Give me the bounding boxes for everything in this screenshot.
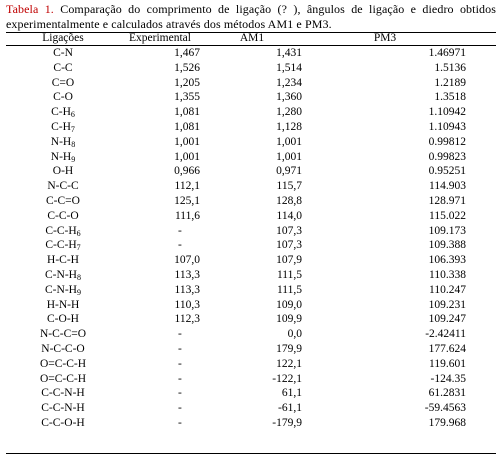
bond-atom-index: 9 [71,154,76,164]
am1-value: 1,280 [276,106,302,119]
bond-label: O=C-C-H [39,357,87,370]
bond-label: C-N-H [45,268,77,281]
bond-label: N-C-C [47,180,79,193]
bond-atom-index: 7 [70,124,75,134]
bond-cell [6,135,120,150]
am1-value: 109,0 [276,298,302,311]
bond-label: O-H [52,165,74,178]
pm3-value: 1.10943 [428,120,466,133]
table-row [6,372,496,387]
bond-atom-index: 6 [70,110,75,120]
bond-cell [6,401,120,416]
table-row [6,61,496,76]
am1-value: 1,128 [276,120,302,133]
bond-atom-index: 8 [71,139,76,149]
experimental-value: - [178,372,182,385]
bond-label: O=C-C-H [39,372,87,385]
experimental-value: 1,467 [174,47,200,59]
experimental-value: 1,001 [174,135,200,148]
table-row [6,342,496,357]
bond-cell [6,372,120,387]
pm3-value: 115.022 [429,209,466,222]
pm3-value: 109.173 [428,224,466,237]
table-row [6,298,496,313]
experimental-value: - [178,357,182,370]
table-row [6,120,496,135]
table-row [6,268,496,283]
table-row [6,224,496,239]
experimental-value: - [178,342,182,355]
am1-value: 61,1 [281,387,302,400]
bond-cell [6,238,120,253]
am1-value: 1,001 [276,135,302,148]
pm3-value: -59.4563 [424,402,466,415]
bond-cell [6,268,120,283]
table-bottom-rule [6,453,496,454]
experimental-value: 1,355 [174,91,200,104]
pm3-value: 0.99812 [428,135,466,148]
experimental-value: - [178,402,182,415]
am1-value: 1,514 [276,61,302,74]
pm3-value: 114.903 [429,180,466,193]
bond-cell [6,120,120,135]
bond-cell [6,253,120,268]
table-row [6,357,496,372]
pm3-value: 128.971 [428,194,466,207]
bond-cell [6,224,120,239]
am1-value: 0,0 [287,328,302,341]
experimental-value: 1,526 [174,61,200,74]
experimental-value: 125,1 [174,194,200,207]
am1-value: 1,360 [276,91,302,104]
experimental-value: 1,001 [174,150,200,163]
bond-cell [6,298,120,313]
table-row [6,179,496,194]
am1-value: 1,431 [276,47,302,59]
pm3-value: 1.10942 [428,106,466,119]
bond-label: N-C-C=O [39,328,87,341]
table-row [6,150,496,165]
am1-value: 107,9 [276,254,302,267]
experimental-value: - [178,224,182,237]
bond-label: C-C-O-H [41,416,85,429]
bond-atom-index: 7 [76,243,81,253]
pm3-value: 109.231 [428,298,466,311]
bond-cell [6,164,120,179]
bond-label: C-C-N-H [41,387,85,400]
bond-cell [6,416,120,431]
am1-value: 0,971 [276,165,302,178]
caption-text: Comparação do comprimento de ligação (? ), ângulos de ligação e diedro obtidos experimentalmente e calculados através dos métodos AM1 e PM3. [6,2,496,31]
pm3-value: 1.3518 [434,91,466,104]
bond-label: C-O-H [47,313,79,326]
header-experimental: Experimental [129,32,191,44]
table-row [6,105,496,120]
bond-label: H-N-H [46,298,80,311]
experimental-value: - [178,416,182,429]
pm3-value: 177.624 [428,342,466,355]
table-row [6,253,496,268]
bond-label: C-C-H [45,239,77,252]
bond-atom-index: 9 [76,287,81,297]
am1-value: -122,1 [272,372,302,385]
bond-cell [6,209,120,224]
experimental-value: 113,3 [174,268,200,281]
am1-value: 128,8 [276,194,302,207]
pm3-value: 119.601 [429,357,466,370]
table-row [6,283,496,298]
am1-value: 115,7 [276,180,302,193]
table-row [6,386,496,401]
pm3-value: 110.247 [429,283,466,296]
bond-cell [6,90,120,105]
am1-value: 1,234 [276,76,302,89]
am1-value: 122,1 [276,357,302,370]
pm3-value: 179.968 [428,416,466,429]
bond-cell [6,312,120,327]
bond-cell [6,357,120,372]
am1-value: 107,3 [276,239,302,252]
experimental-value: 110,3 [174,298,200,311]
bond-label: C-C-O [47,209,79,222]
bond-cell [6,76,120,91]
table-row [6,416,496,431]
caption-label: Tabela 1. [6,2,54,16]
table-caption [6,2,496,32]
bond-cell [6,105,120,120]
experimental-value: - [178,239,182,252]
bond-label: N-H [50,150,72,163]
bond-cell [6,179,120,194]
bond-label: C-H [51,106,71,119]
pm3-value: 0.99823 [428,150,466,163]
bond-label: N-H [50,135,72,148]
table-row [6,327,496,342]
pm3-value: 109.247 [428,313,466,326]
bond-label: C-H [51,120,71,133]
experimental-value: 107,0 [174,254,200,267]
header-pm3: PM3 [373,32,397,44]
bond-cell [6,61,120,76]
experimental-value: 1,205 [174,76,200,89]
bond-label: C-C [53,61,73,74]
pm3-value: 61.2831 [428,387,466,400]
experimental-value: 1,081 [174,106,200,119]
am1-value: -61,1 [278,402,302,415]
bond-cell [6,342,120,357]
bond-label: C-N-H [45,283,77,296]
am1-value: 107,3 [276,224,302,237]
bond-comparison-table [6,31,496,431]
bond-cell [6,283,120,298]
bond-cell [6,194,120,209]
header-am1: AM1 [239,32,265,44]
bond-atom-index: 6 [76,228,81,238]
header-ligacoes: Ligações [42,32,84,44]
bond-label: C-C-H [45,224,77,237]
am1-value: -179,9 [272,416,302,429]
pm3-value: -2.42411 [425,328,466,341]
table-row [6,46,496,61]
pm3-value: 1.46971 [428,47,466,59]
table-row [6,238,496,253]
table-row [6,135,496,150]
table-row [6,194,496,209]
bond-label: C-C=O [46,194,80,207]
table-row [6,312,496,327]
experimental-value: - [178,387,182,400]
pm3-value: 1.5136 [434,61,466,74]
table-row [6,164,496,179]
pm3-value: 110.338 [429,268,466,281]
table-row [6,401,496,416]
bond-label: C-C-N-H [41,402,85,415]
bond-label: C=O [51,76,75,89]
table-row [6,209,496,224]
experimental-value: 112,1 [174,180,200,193]
am1-value: 111,5 [276,283,302,296]
bond-cell [6,386,120,401]
bond-label: H-C-H [47,254,79,267]
table-row [6,76,496,91]
experimental-value: 111,6 [174,209,200,222]
bond-label: C-O [53,91,73,104]
bond-cell [6,150,120,165]
am1-value: 111,5 [276,268,302,281]
pm3-value: -124.35 [430,372,466,385]
table-header-row [6,31,496,46]
am1-value: 109,9 [276,313,302,326]
bond-label: N-C-C-O [41,342,85,355]
table-row [6,90,496,105]
pm3-value: 106.393 [428,254,466,267]
bond-atom-index: 8 [76,272,81,282]
pm3-value: 1.2189 [434,76,466,89]
bond-label: C-N [53,47,73,59]
experimental-value: - [178,328,182,341]
pm3-value: 109.388 [428,239,466,252]
experimental-value: 113,3 [174,283,200,296]
bond-cell [6,327,120,342]
experimental-value: 1,081 [174,120,200,133]
am1-value: 1,001 [276,150,302,163]
am1-value: 114,0 [276,209,302,222]
am1-value: 179,9 [276,342,302,355]
experimental-value: 112,3 [174,313,200,326]
experimental-value: 0,966 [174,165,200,178]
pm3-value: 0.95251 [428,165,466,178]
bond-cell [6,46,120,61]
